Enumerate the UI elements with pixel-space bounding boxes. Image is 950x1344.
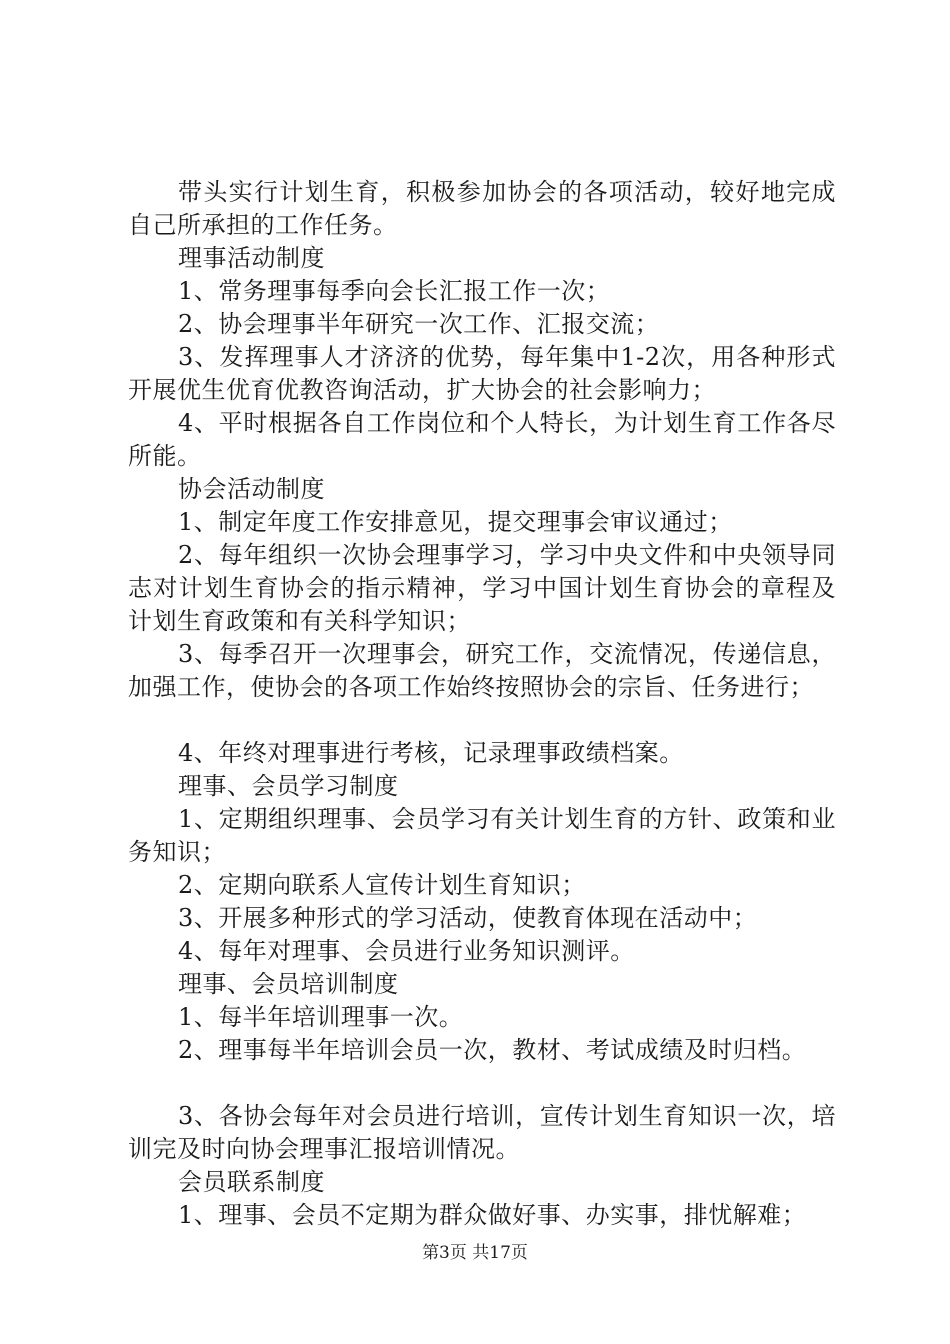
section-heading: 协会活动制度 <box>178 475 325 503</box>
paragraph: 2、定期向联系人宣传计划生育知识； <box>178 871 586 899</box>
page-footer <box>0 1242 950 1264</box>
blank-line <box>128 1067 836 1100</box>
blank-line <box>128 704 836 737</box>
paragraph: 2、每年组织一次协会理事学习，学习中央文件和中央领导同志对计划生育协会的指示精神，学习中国计划生育协会的章程及计划生育政策和有关科学知识； <box>128 541 836 635</box>
paragraph: 1、制定年度工作安排意见，提交理事会审议通过； <box>178 508 733 536</box>
section-heading: 理事活动制度 <box>178 244 325 272</box>
paragraph: 4、每年对理事、会员进行业务知识测评。 <box>178 937 635 965</box>
paragraph: 2、理事每半年培训会员一次，教材、考试成绩及时归档。 <box>178 1036 807 1064</box>
section-heading: 理事、会员学习制度 <box>178 772 399 800</box>
paragraph: 1、每半年培训理事一次。 <box>178 1003 464 1031</box>
paragraph: 1、定期组织理事、会员学习有关计划生育的方针、政策和业务知识； <box>128 805 836 866</box>
paragraph: 2、协会理事半年研究一次工作、汇报交流； <box>178 310 660 338</box>
paragraph: 4、年终对理事进行考核，记录理事政绩档案。 <box>178 739 684 767</box>
paragraph: 1、理事、会员不定期为群众做好事、办实事，排忧解难； <box>178 1201 807 1229</box>
section-heading: 理事、会员培训制度 <box>178 970 399 998</box>
paragraph: 3、发挥理事人才济济的优势，每年集中1-2次，用各种形式开展优生优育优教咨询活动，扩大协会的社会影响力； <box>128 343 836 404</box>
paragraph: 1、常务理事每季向会长汇报工作一次； <box>178 277 611 305</box>
paragraph: 3、开展多种形式的学习活动，使教育体现在活动中； <box>178 904 758 932</box>
paragraph: 4、平时根据各自工作岗位和个人特长，为计划生育工作各尽所能。 <box>128 409 836 470</box>
paragraph: 带头实行计划生育，积极参加协会的各项活动，较好地完成自己所承担的工作任务。 <box>128 178 836 239</box>
paragraph: 3、各协会每年对会员进行培训，宣传计划生育知识一次，培训完及时向协会理事汇报培训情况。 <box>128 1102 836 1163</box>
paragraph: 3、每季召开一次理事会，研究工作，交流情况，传递信息，加强工作，使协会的各项工作始终按照协会的宗旨、任务进行； <box>128 640 836 701</box>
page-number-label: 第3页 共17页 <box>422 1243 528 1263</box>
document-body <box>128 176 836 1232</box>
section-heading: 会员联系制度 <box>178 1168 325 1196</box>
